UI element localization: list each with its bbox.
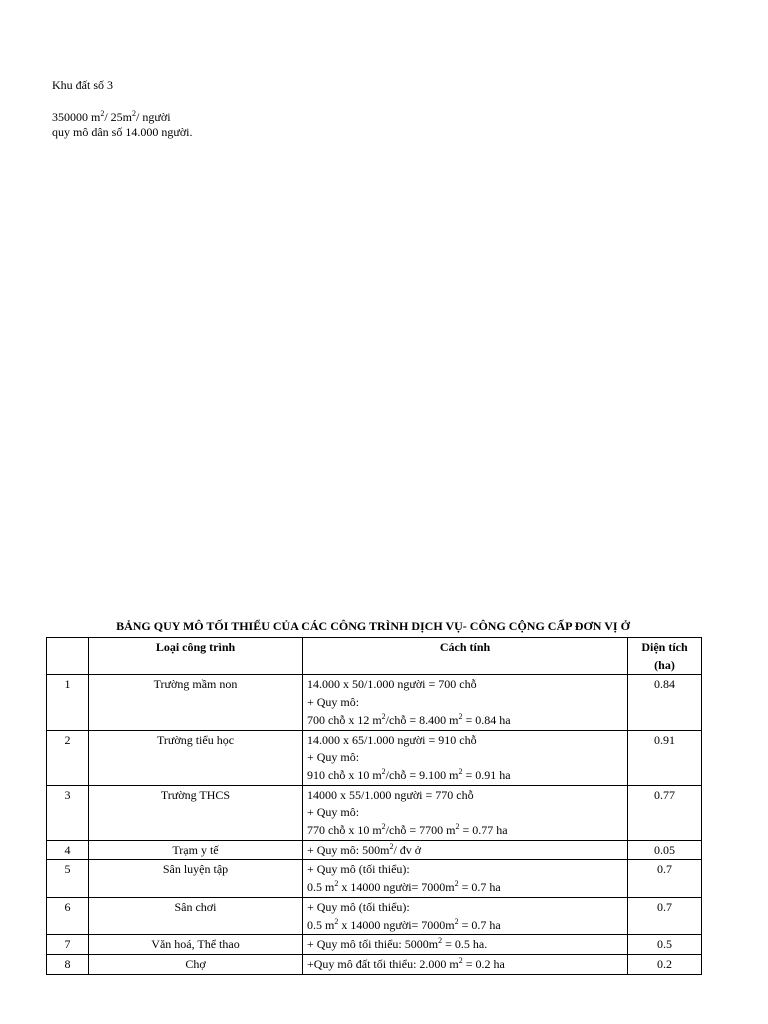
superscript: 2 [381,711,386,721]
superscript: 2 [100,109,105,118]
calculation-text: + Quy mô: [307,695,360,710]
area-ha: 0.84 [628,675,702,730]
calculation [303,730,628,785]
table-row [47,954,702,974]
facility-type: Sân luyện tập [89,860,303,897]
area-ha: 0.05 [628,840,702,860]
calculation-line [307,712,623,730]
superscript: 2 [458,766,463,776]
calculation-line [307,787,623,805]
header-area [628,638,702,675]
superscript: 2 [334,879,339,889]
calculation-text: + Quy mô (tối thiểu): [307,899,410,914]
calculation [303,785,628,840]
table-title: BẢNG QUY MÔ TỐI THIỂU CỦA CÁC CÔNG TRÌNH DỊCH VỤ- CÔNG CỘNG CẤP ĐƠN VỊ Ở [116,619,630,633]
calculation-text: = 0.84 ha [462,712,511,727]
header-area-line-1: Diện tích [641,640,688,654]
calculation-line [307,767,623,785]
superscript: 2 [438,936,443,946]
calculation [303,897,628,934]
area-ha: 0.7 [628,860,702,897]
calculation-line [307,879,623,897]
calculation-text: + Quy mô (tối thiểu): [307,862,410,877]
row-number: 5 [47,860,89,897]
calculation-line [307,899,623,917]
calculation-text: /chỗ = 9.100 m [385,767,459,782]
row-number: 8 [47,954,89,974]
calculation-text: 14000 x 55/1.000 người = 770 chỗ [307,787,474,802]
area-ha: 0.5 [628,935,702,955]
facility-type: Trường tiểu học [89,730,303,785]
calculation-text: / đv ở [393,842,422,857]
calculation-text: x 14000 người= 7000m [338,917,455,932]
area-text: / người [136,110,171,124]
spacer [52,93,652,110]
calculation-line [307,936,623,954]
facility-type: Trường mầm non [89,675,303,730]
calculation-text: = 0.77 ha [459,823,508,838]
superscript: 2 [458,711,463,721]
intro-block [52,78,652,140]
table-row [47,730,702,785]
calculation-line [307,842,623,860]
calculation-text: = 0.7 ha [458,917,501,932]
table-body [47,675,702,974]
calculation-text: +Quy mô đất tối thiểu: 2.000 m [307,956,459,971]
area-ha: 0.2 [628,954,702,974]
table-row [47,840,702,860]
calculation-text: + Quy mô: [307,750,360,765]
calculation-text: /chỗ = 7700 m [385,823,456,838]
facility-scale-table [46,637,702,975]
table-row [47,785,702,840]
row-number: 1 [47,675,89,730]
calculation-text: /chỗ = 8.400 m [385,712,459,727]
population-line: quy mô dân số 14.000 người. [52,125,193,139]
facility-type: Chợ [89,954,303,974]
calculation-text: x 14000 người= 7000m [338,880,455,895]
calculation [303,860,628,897]
row-number: 4 [47,840,89,860]
calculation-text: 770 chỗ x 10 m [307,823,382,838]
calculation-line [307,732,623,750]
calculation-text: 910 chỗ x 10 m [307,767,382,782]
row-number: 3 [47,785,89,840]
calculation-text: 0.5 m [307,880,335,895]
calculation [303,935,628,955]
row-number: 7 [47,935,89,955]
table-row [47,860,702,897]
area-text: / 25m [104,110,133,124]
superscript: 2 [455,822,460,832]
calculation-text: 14.000 x 50/1.000 người = 700 chỗ [307,677,477,692]
calculation-text: = 0.7 ha [458,880,501,895]
superscript: 2 [454,916,459,926]
calculation-line [307,917,623,935]
calculation-text: 14.000 x 65/1.000 người = 910 chỗ [307,732,477,747]
facility-type: Văn hoá, Thể thao [89,935,303,955]
row-number: 2 [47,730,89,785]
calculation-text: + Quy mô: 500m [307,842,390,857]
calculation-line [307,676,623,694]
calculation-text: + Quy mô: [307,805,360,820]
superscript: 2 [381,822,386,832]
superscript: 2 [132,109,137,118]
table-row [47,675,702,730]
calculation-line [307,694,623,712]
superscript: 2 [334,916,339,926]
calculation-line [307,749,623,767]
calculation-text: = 0.2 ha [462,956,505,971]
header-calculation: Cách tính [303,638,628,675]
calculation-line [307,822,623,840]
header-area-line-2: (ha) [654,657,675,672]
facility-type: Trường THCS [89,785,303,840]
calculation [303,675,628,730]
superscript: 2 [389,841,394,851]
calculation-line [307,956,623,974]
table-header-row [47,638,702,675]
table-row [47,897,702,934]
superscript: 2 [454,879,459,889]
area-text: 350000 m [52,110,101,124]
facility-type: Sân chơi [89,897,303,934]
calculation-text: 700 chỗ x 12 m [307,712,382,727]
row-number: 6 [47,897,89,934]
calculation-line [307,861,623,879]
calculation-text: = 0.91 ha [462,767,511,782]
calculation-text: 0.5 m [307,917,335,932]
facility-type: Trạm y tế [89,840,303,860]
calculation-text: + Quy mô tối thiểu: 5000m [307,937,439,952]
calculation-text: = 0.5 ha. [442,937,488,952]
land-plot-title: Khu đất số 3 [52,78,113,92]
area-ha: 0.91 [628,730,702,785]
area-per-person-line [52,110,652,125]
area-ha: 0.7 [628,897,702,934]
calculation [303,840,628,860]
area-ha: 0.77 [628,785,702,840]
table-row [47,935,702,955]
header-no [47,638,89,675]
calculation-line [307,804,623,822]
header-facility-type: Loại công trình [89,638,303,675]
superscript: 2 [458,955,463,965]
calculation [303,954,628,974]
superscript: 2 [381,766,386,776]
